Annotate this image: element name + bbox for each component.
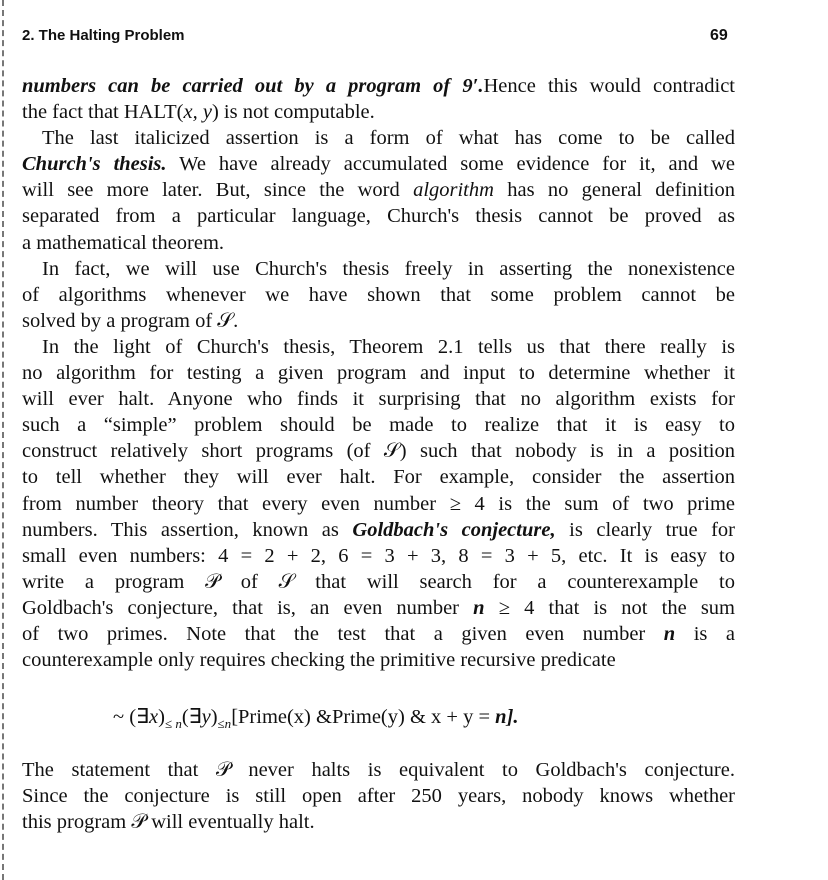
text-run: In fact, we will use Church's thesis freely in asserting the nonexistence <box>42 257 735 280</box>
formula-exists: (∃ <box>181 706 202 728</box>
text-run: ≥ 4 that is not the sum <box>484 596 735 619</box>
text-run: a mathematical theorem. <box>22 231 225 254</box>
running-header-title: 2. The Halting Problem <box>22 27 185 44</box>
formula-end: ]. <box>506 706 519 728</box>
formula-sub: ≤ n <box>164 716 182 732</box>
formula-var-x: x <box>149 706 159 728</box>
predicate-formula <box>113 704 519 732</box>
body-text-bottom <box>22 757 735 835</box>
text-line <box>22 809 735 835</box>
text-run: Goldbach's conjecture, that is, an even number <box>22 596 474 619</box>
emphasized-text: n <box>663 622 676 645</box>
text-run: to tell whether they will ever halt. For example, consider the assertion <box>22 466 735 489</box>
text-line <box>22 464 735 490</box>
text-line <box>22 386 735 412</box>
text-line <box>22 783 735 809</box>
text-line <box>22 230 735 256</box>
text-run: The last italicized assertion is a form of what has come to be called <box>42 127 735 150</box>
text-run: no algorithm for testing a given program and input to determine whether it <box>22 362 735 385</box>
text-line <box>22 595 735 621</box>
text-run: this program 𝒫 will eventually halt. <box>22 811 315 834</box>
emphasized-text: x, y <box>183 101 212 124</box>
text-line <box>22 438 735 464</box>
formula-var-n: n <box>495 706 507 728</box>
text-run: has no general definition <box>493 179 735 202</box>
text-line <box>22 334 735 360</box>
page-number: 69 <box>710 27 728 44</box>
formula-neg: ~ (∃ <box>113 706 149 728</box>
text-line <box>22 177 735 203</box>
text-run: small even numbers: 4 = 2 + 2, 6 = 3 + 3, 8 = 3 + 5, etc. It is easy to <box>22 544 735 567</box>
text-line <box>22 569 735 595</box>
text-run: ) is not computable. <box>211 101 375 124</box>
text-line <box>22 757 735 783</box>
text-run: Since the conjecture is still open after 250 years, nobody knows whether <box>22 785 735 808</box>
text-line <box>22 621 735 647</box>
formula-var-y: y <box>201 706 211 728</box>
text-line <box>22 412 735 438</box>
text-line <box>22 282 735 308</box>
text-run: of algorithms whenever we have shown that some problem cannot be <box>22 283 735 306</box>
emphasized-text: numbers can be carried out by a program of 9′. <box>22 75 484 97</box>
text-run: is a <box>675 622 735 645</box>
text-line <box>22 256 735 282</box>
emphasized-text: Goldbach's conjecture, <box>352 518 556 541</box>
text-line <box>22 125 735 151</box>
text-run: construct relatively short programs (of 𝒮) such that nobody is in a position <box>22 440 735 463</box>
text-run: Hence this would contradict <box>483 75 735 97</box>
text-line <box>22 517 735 543</box>
text-line <box>22 308 735 334</box>
text-run: The statement that 𝒫 never halts is equivalent to Goldbach's conjecture. <box>22 759 735 781</box>
text-line <box>22 73 735 99</box>
text-run: counterexample only requires checking the primitive recursive predicate <box>22 649 616 672</box>
formula-sub: ≤n <box>217 716 232 732</box>
text-run: solved by a program of 𝒮. <box>22 309 239 332</box>
formula-paren: ) <box>210 706 218 728</box>
text-run: from number theory that every even number ≥ 4 is the sum of two prime <box>22 492 735 515</box>
text-line <box>22 647 735 673</box>
formula-body: [Prime(x) &Prime(y) & x + y = <box>231 706 496 728</box>
text-line <box>22 491 735 517</box>
text-run: such a “simple” problem should be made to realize that it is easy to <box>22 414 735 437</box>
text-run: is clearly true for <box>555 518 735 541</box>
emphasized-text: Church's thesis. <box>22 153 167 176</box>
text-line <box>22 151 735 177</box>
text-run: will see more later. But, since the word <box>22 179 414 202</box>
text-run: will ever halt. Anyone who finds it surprising that no algorithm exists for <box>22 388 735 411</box>
text-run: the fact that HALT( <box>22 101 184 124</box>
page-edge-border <box>2 0 4 880</box>
formula-paren: ) <box>158 706 165 728</box>
emphasized-text: algorithm <box>413 179 494 202</box>
text-line <box>22 543 735 569</box>
text-run: of two primes. Note that the test that a given even number <box>22 622 664 645</box>
text-line <box>22 360 735 386</box>
text-run: write a program 𝒫 of 𝒮 that will search for a counterexample to <box>22 570 735 593</box>
text-run: We have already accumulated some evidence for it, and we <box>166 153 735 176</box>
emphasized-text: n <box>473 596 485 619</box>
text-run: numbers. This assertion, known as <box>22 518 353 541</box>
text-run: In the light of Church's thesis, Theorem 2.1 tells us that there really is <box>42 335 735 358</box>
text-run: separated from a particular language, Church's thesis cannot be proved as <box>22 205 735 228</box>
text-line <box>22 99 735 125</box>
text-line <box>22 203 735 229</box>
body-text-top <box>22 73 735 673</box>
